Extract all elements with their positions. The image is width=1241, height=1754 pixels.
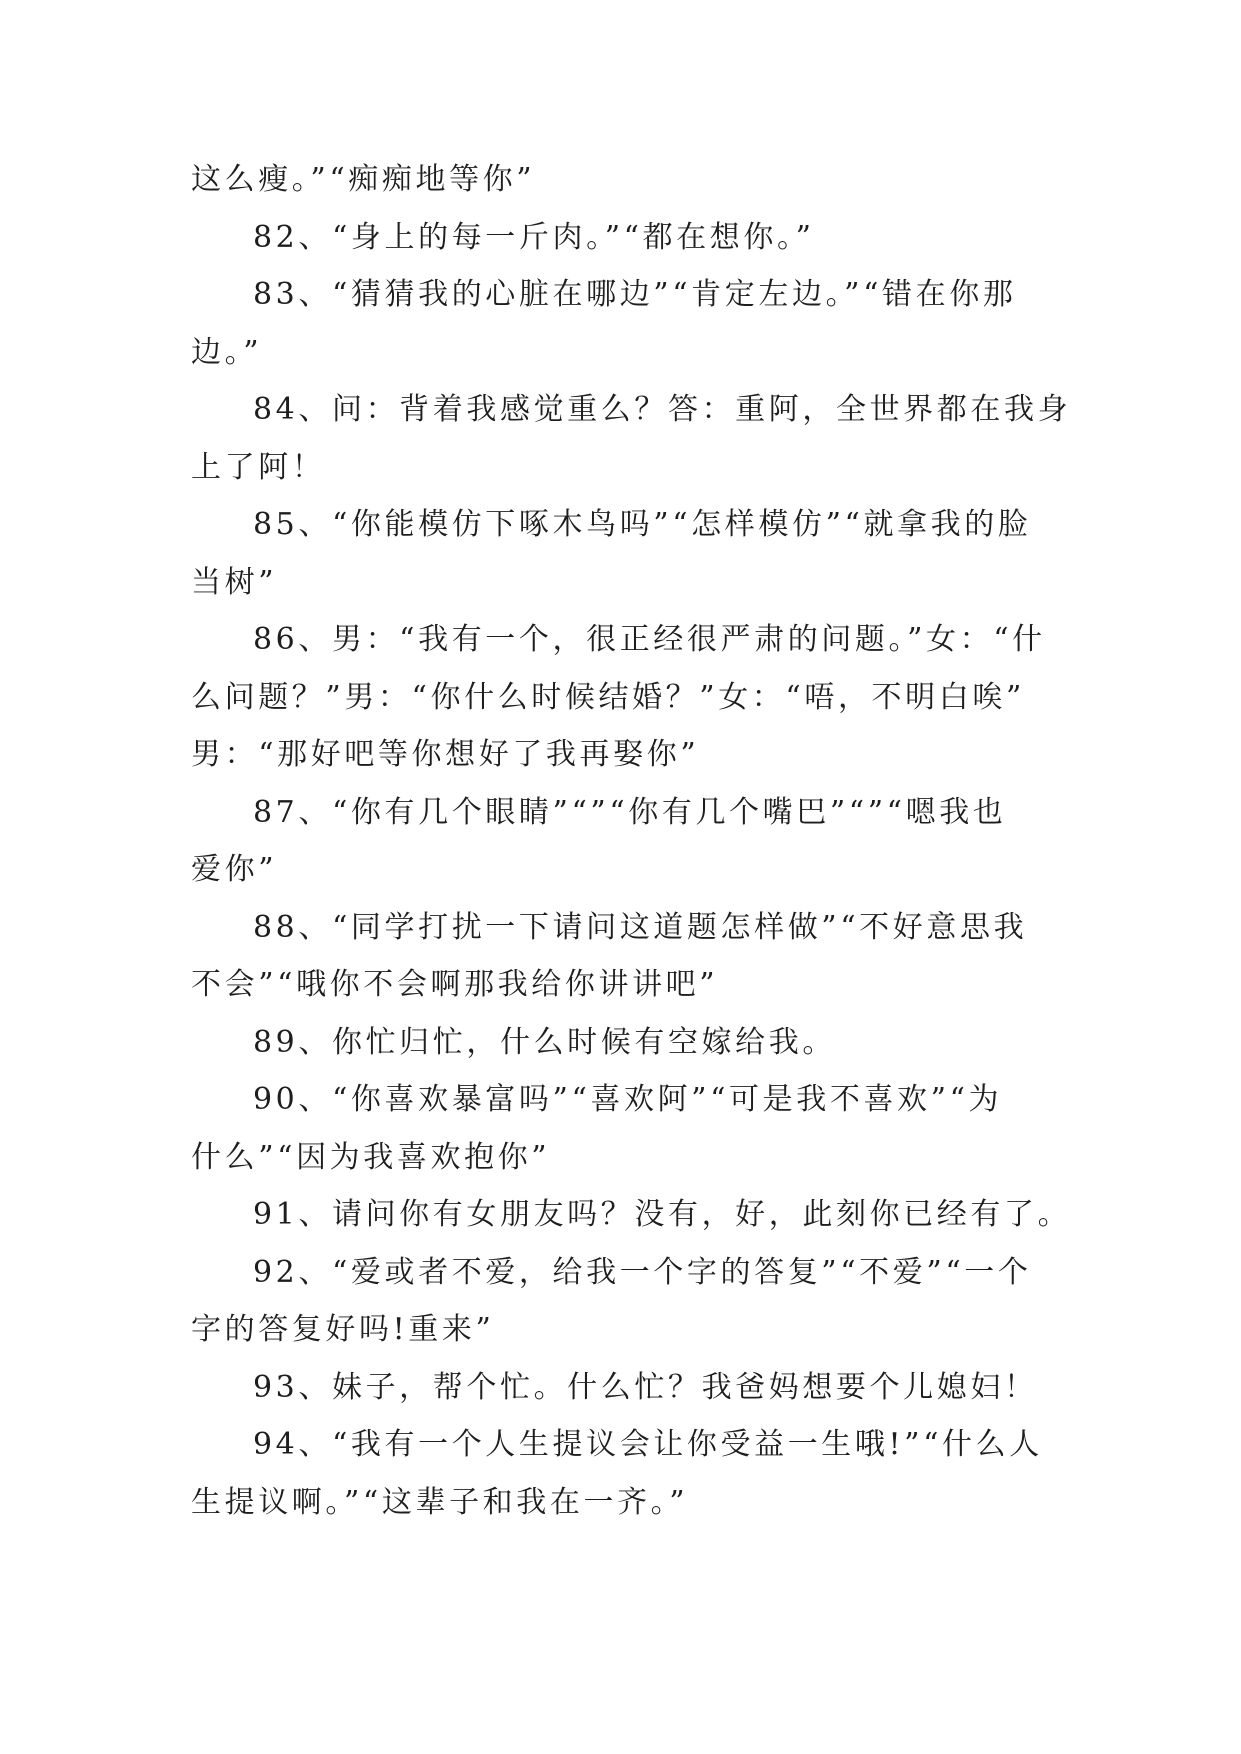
text-line: 什么”“因为我喜欢抱你”	[191, 1139, 551, 1175]
paragraph-86: 86、男：“我有一个，很正经很严肃的问题。”女：“什	[253, 622, 1046, 657]
paragraph-87: 87、“你有几个眼睛”“”“你有几个嘴巴”“”“嗯我也	[253, 794, 1007, 830]
text-line: 这么瘦。”“痴痴地等你”	[191, 162, 536, 197]
paragraph-83: 83、“猜猜我的心脏在哪边”“肯定左边。”“错在你那	[253, 277, 1017, 312]
text-line: 爱你”	[191, 852, 278, 887]
paragraph-93: 93、妹子，帮个忙。什么忙？我爸妈想要个儿媳妇！	[253, 1369, 1038, 1405]
text-line: 当树”	[191, 564, 278, 600]
text-line: 边。”	[191, 334, 263, 370]
paragraph-85: 85、“你能模仿下啄木鸟吗”“怎样模仿”“就拿我的脸	[253, 507, 1032, 542]
paragraph-89: 89、你忙归忙，什么时候有空嫁给我。	[253, 1024, 836, 1060]
text-line: 字的答复好吗!重来”	[191, 1312, 495, 1347]
paragraph-82: 82、“身上的每一斤肉。”“都在想你。”	[253, 219, 815, 255]
paragraph-88: 88、“同学打扰一下请问这道题怎样做”“不好意思我	[253, 909, 1028, 945]
text-line: 上了阿！	[191, 449, 326, 485]
text-line: 么问题？”男：“你什么时候结婚？”女：“唔，不明白唉”	[191, 679, 1025, 715]
paragraph-91: 91、请问你有女朋友吗？没有，好，此刻你已经有了。	[253, 1197, 1072, 1232]
paragraph-90: 90、“你喜欢暴富吗”“喜欢阿”“可是我不喜欢”“为	[253, 1082, 1003, 1117]
paragraph-84: 84、问：背着我感觉重么？答：重阿，全世界都在我身	[253, 392, 1072, 427]
text-line: 男：“那好吧等你想好了我再娶你”	[191, 737, 700, 772]
paragraph-92: 92、“爱或者不爱，给我一个字的答复”“不爱”“一个	[253, 1254, 1032, 1290]
text-line: 生提议啊。”“这辈子和我在一齐。”	[191, 1484, 689, 1520]
paragraph-94: 94、“我有一个人生提议会让你受益一生哦!”“什么人	[253, 1427, 1043, 1462]
text-line: 不会”“哦你不会啊那我给你讲讲吧”	[191, 967, 719, 1002]
document-body	[191, 151, 1072, 1531]
